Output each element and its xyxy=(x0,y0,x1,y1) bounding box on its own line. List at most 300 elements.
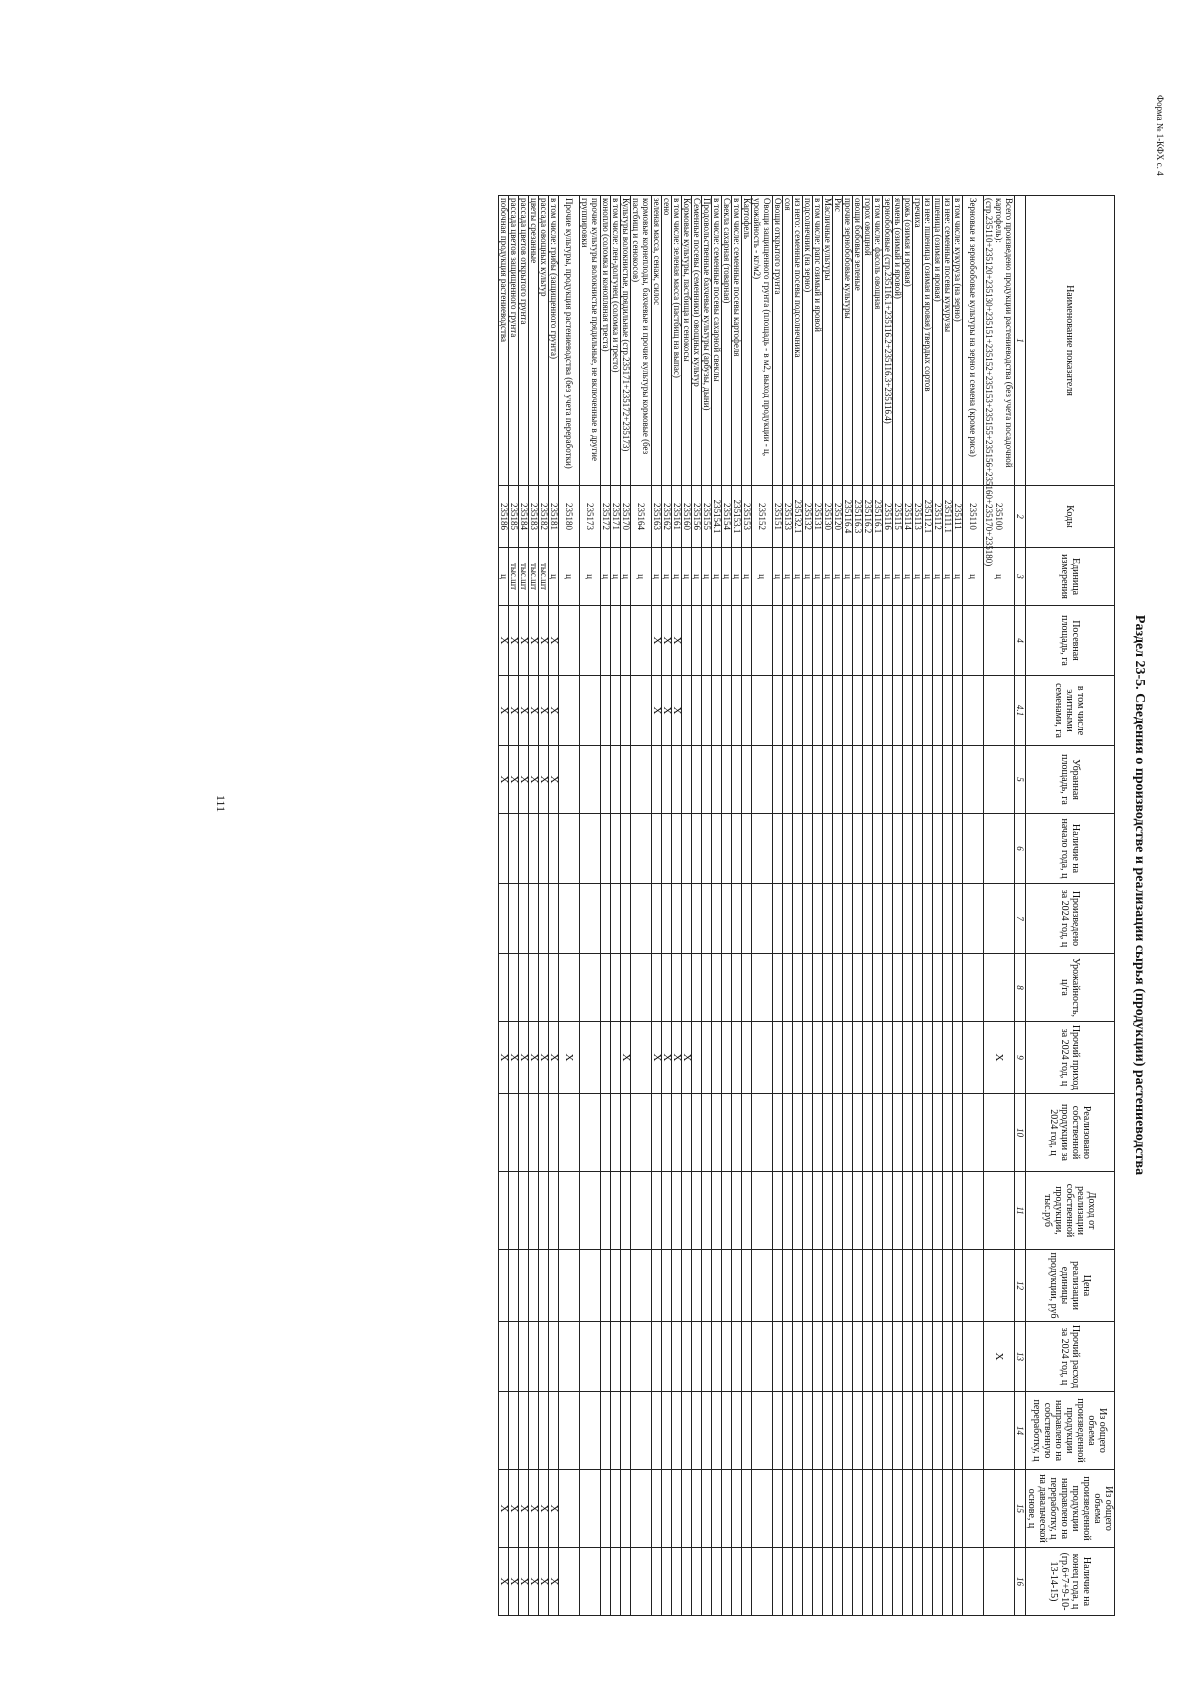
row-name: Кормовые культуры, пастбища и сенокосы xyxy=(682,196,692,486)
row-name: зеленая масса, сенаж, силос xyxy=(652,196,662,486)
row-code: 235160 xyxy=(682,486,692,548)
data-cell xyxy=(913,1392,923,1470)
row-name: Культуры волокнистые, прядильные (стр.235171+235172+235173) xyxy=(621,196,631,486)
data-cell: Х xyxy=(499,1470,509,1548)
column-number: 4.1 xyxy=(1015,676,1026,746)
data-cell xyxy=(913,1022,923,1094)
data-cell xyxy=(539,1250,549,1322)
data-cell xyxy=(963,1548,984,1616)
data-cell xyxy=(833,884,843,954)
data-cell xyxy=(499,884,509,954)
data-cell xyxy=(843,1094,853,1172)
data-cell xyxy=(903,1322,913,1392)
data-cell xyxy=(672,1548,682,1616)
row-name: зернобобовые (стр.235116.1+235116.2+235116.3+235116.4) xyxy=(883,196,893,486)
row-code: 235154 xyxy=(722,486,732,548)
row-code: 235116 xyxy=(883,486,893,548)
data-cell xyxy=(539,1322,549,1392)
data-cell xyxy=(692,1322,702,1392)
data-cell xyxy=(863,1392,873,1470)
data-cell xyxy=(752,954,773,1022)
data-cell: Х xyxy=(529,606,539,676)
table-row xyxy=(813,196,823,1616)
data-cell xyxy=(742,746,752,814)
data-cell xyxy=(913,1548,923,1616)
data-cell xyxy=(984,1548,1015,1616)
data-cell: Х xyxy=(519,1022,529,1094)
data-cell xyxy=(883,1172,893,1250)
row-code: 235116.4 xyxy=(843,486,853,548)
data-cell xyxy=(722,1470,732,1548)
data-cell xyxy=(672,1470,682,1548)
data-cell xyxy=(923,954,933,1022)
data-cell xyxy=(863,1548,873,1616)
row-unit: ц xyxy=(953,548,963,606)
data-cell xyxy=(712,746,722,814)
data-cell xyxy=(519,954,529,1022)
data-cell xyxy=(580,606,601,676)
data-cell xyxy=(652,884,662,954)
data-cell xyxy=(833,1470,843,1548)
row-unit: ц xyxy=(712,548,722,606)
data-cell xyxy=(903,1094,913,1172)
data-cell xyxy=(702,606,712,676)
data-cell xyxy=(823,746,833,814)
table-row xyxy=(773,196,783,1616)
data-cell xyxy=(773,954,783,1022)
data-cell xyxy=(672,1322,682,1392)
data-cell xyxy=(833,1392,843,1470)
data-cell xyxy=(953,1250,963,1322)
row-name: цветы срезанные xyxy=(529,196,539,486)
data-cell xyxy=(863,676,873,746)
data-cell: Х xyxy=(539,746,549,814)
data-cell xyxy=(783,814,793,884)
row-code: 235132.1 xyxy=(793,486,803,548)
table-row xyxy=(621,196,631,1616)
data-cell xyxy=(509,1250,519,1322)
data-cell xyxy=(873,1094,883,1172)
data-cell xyxy=(529,1094,539,1172)
data-cell xyxy=(722,884,732,954)
table-row xyxy=(933,196,943,1616)
row-unit: ц xyxy=(863,548,873,606)
data-cell xyxy=(601,1322,611,1392)
data-cell xyxy=(783,1022,793,1094)
table-row xyxy=(833,196,843,1616)
data-cell xyxy=(752,1548,773,1616)
table-row xyxy=(539,196,549,1616)
data-cell xyxy=(913,1322,923,1392)
data-cell xyxy=(953,884,963,954)
data-cell xyxy=(863,1250,873,1322)
data-cell xyxy=(853,1392,863,1470)
row-name: в том числе: семенные посевы сахарной свеклы xyxy=(712,196,722,486)
row-code: 235172 xyxy=(601,486,611,548)
row-unit: ц xyxy=(499,548,509,606)
column-header: Наличие на начало года, ц xyxy=(1026,814,1115,884)
row-code: 235185 xyxy=(509,486,519,548)
data-cell xyxy=(933,606,943,676)
data-cell xyxy=(529,884,539,954)
data-cell xyxy=(529,814,539,884)
data-cell xyxy=(953,954,963,1022)
row-name: Продовольственные бахчевые культуры (арбузы, дыни) xyxy=(702,196,712,486)
row-name: Прочие культуры, продукция растениеводства (без учета переработки) xyxy=(559,196,580,486)
data-cell xyxy=(903,1392,913,1470)
data-cell: Х xyxy=(509,1548,519,1616)
data-cell xyxy=(752,884,773,954)
data-cell: Х xyxy=(499,1022,509,1094)
data-cell xyxy=(893,1172,903,1250)
data-cell xyxy=(893,1094,903,1172)
data-cell xyxy=(672,954,682,1022)
row-name: в том числе: семенные посевы картофеля xyxy=(732,196,742,486)
data-cell xyxy=(519,1172,529,1250)
data-cell xyxy=(539,1094,549,1172)
column-header: Наименование показателя xyxy=(1026,196,1115,486)
data-cell xyxy=(611,1022,621,1094)
data-cell xyxy=(732,1172,742,1250)
data-cell: Х xyxy=(539,1548,549,1616)
data-cell xyxy=(601,1250,611,1322)
data-cell: Х xyxy=(509,1470,519,1548)
data-cell xyxy=(813,1470,823,1548)
data-cell xyxy=(873,1322,883,1392)
data-cell: Х xyxy=(539,1022,549,1094)
data-cell xyxy=(611,606,621,676)
column-header: Произведено за 2024 год, ц xyxy=(1026,884,1115,954)
data-cell xyxy=(984,814,1015,884)
data-cell xyxy=(943,954,953,1022)
data-cell xyxy=(621,606,631,676)
data-cell xyxy=(682,1250,692,1322)
data-cell xyxy=(682,746,692,814)
row-code: 235153.1 xyxy=(732,486,742,548)
data-cell xyxy=(943,1548,953,1616)
data-cell xyxy=(712,814,722,884)
row-unit: ц xyxy=(732,548,742,606)
data-cell xyxy=(682,884,692,954)
data-cell xyxy=(943,1022,953,1094)
section-title: Раздел 23-5. Сведения о производстве и реализации сырья (продукции) растениеводства xyxy=(1132,614,1147,1176)
data-cell xyxy=(783,954,793,1022)
data-cell xyxy=(692,1470,702,1548)
data-cell xyxy=(742,676,752,746)
data-cell xyxy=(702,676,712,746)
data-cell xyxy=(662,1250,672,1322)
data-cell xyxy=(621,1548,631,1616)
row-name: овощи бобовые зеленые xyxy=(853,196,863,486)
data-cell xyxy=(702,954,712,1022)
data-cell xyxy=(662,884,672,954)
data-cell xyxy=(732,1094,742,1172)
data-cell xyxy=(580,1392,601,1470)
data-cell xyxy=(893,746,903,814)
table-row xyxy=(631,196,652,1616)
row-unit: ц xyxy=(631,548,652,606)
data-cell xyxy=(559,1470,580,1548)
data-cell xyxy=(913,954,923,1022)
data-cell xyxy=(519,1322,529,1392)
row-name: Масличные культуры xyxy=(823,196,833,486)
data-cell xyxy=(559,1548,580,1616)
data-cell xyxy=(903,1470,913,1548)
row-unit: ц xyxy=(943,548,953,606)
data-cell xyxy=(712,1022,722,1094)
data-cell xyxy=(722,1022,732,1094)
data-cell xyxy=(773,814,783,884)
data-cell: Х xyxy=(672,606,682,676)
data-cell xyxy=(601,676,611,746)
data-cell xyxy=(773,1322,783,1392)
data-cell xyxy=(580,1250,601,1322)
column-number: 13 xyxy=(1015,1322,1026,1392)
data-cell xyxy=(813,814,823,884)
data-cell xyxy=(580,884,601,954)
data-cell xyxy=(913,1094,923,1172)
data-cell xyxy=(893,676,903,746)
data-cell xyxy=(843,1250,853,1322)
data-cell xyxy=(559,606,580,676)
data-cell xyxy=(601,1392,611,1470)
data-cell xyxy=(963,746,984,814)
data-cell: Х xyxy=(509,676,519,746)
column-header: Цена реализации единицы продукции, руб xyxy=(1026,1250,1115,1322)
data-cell: Х xyxy=(682,1022,692,1094)
data-cell xyxy=(549,1094,559,1172)
data-cell xyxy=(823,884,833,954)
data-cell xyxy=(843,1548,853,1616)
data-cell xyxy=(652,1322,662,1392)
column-header: Посевная площадь, га xyxy=(1026,606,1115,676)
row-unit: ц xyxy=(833,548,843,606)
data-cell xyxy=(702,1548,712,1616)
data-cell xyxy=(631,814,652,884)
data-cell xyxy=(580,1022,601,1094)
data-cell xyxy=(631,1470,652,1548)
data-cell: Х xyxy=(984,1022,1015,1094)
data-cell xyxy=(702,1022,712,1094)
data-cell xyxy=(783,1094,793,1172)
data-cell xyxy=(883,1022,893,1094)
row-unit: ц xyxy=(813,548,823,606)
row-code: 235154.1 xyxy=(712,486,722,548)
data-cell xyxy=(813,1392,823,1470)
data-cell xyxy=(549,1172,559,1250)
data-cell xyxy=(742,1322,752,1392)
data-cell xyxy=(783,1470,793,1548)
data-cell xyxy=(883,1392,893,1470)
data-cell xyxy=(499,1172,509,1250)
data-cell xyxy=(752,814,773,884)
data-cell xyxy=(682,676,692,746)
data-cell xyxy=(601,1470,611,1548)
row-code: 235182 xyxy=(539,486,549,548)
table-row xyxy=(873,196,883,1616)
data-cell xyxy=(843,814,853,884)
row-name: Рис xyxy=(833,196,843,486)
data-cell xyxy=(963,1322,984,1392)
column-number: 9 xyxy=(1015,1022,1026,1094)
data-cell xyxy=(601,746,611,814)
data-cell xyxy=(984,1172,1015,1250)
data-cell xyxy=(732,1548,742,1616)
data-cell xyxy=(984,1470,1015,1548)
data-cell xyxy=(833,1094,843,1172)
data-cell xyxy=(712,1250,722,1322)
data-cell xyxy=(863,814,873,884)
data-cell xyxy=(903,1250,913,1322)
data-cell xyxy=(883,814,893,884)
data-cell xyxy=(732,1392,742,1470)
column-header: Реализовано собственной продукции за 2024 год, ц xyxy=(1026,1094,1115,1172)
data-cell xyxy=(742,1548,752,1616)
data-cell xyxy=(793,1470,803,1548)
data-cell xyxy=(803,1022,813,1094)
data-cell xyxy=(692,814,702,884)
data-cell xyxy=(682,954,692,1022)
data-cell xyxy=(863,1470,873,1548)
row-code: 235115 xyxy=(893,486,903,548)
data-cell: Х xyxy=(499,606,509,676)
data-cell xyxy=(712,884,722,954)
table-row xyxy=(722,196,732,1616)
row-unit: ц xyxy=(559,548,580,606)
data-cell xyxy=(601,954,611,1022)
data-cell xyxy=(933,1548,943,1616)
row-name: Картофель xyxy=(742,196,752,486)
column-header: Наличие на конец года, ц (гр.6+7+9-10-13-14-15) xyxy=(1026,1548,1115,1616)
data-cell xyxy=(549,1322,559,1392)
data-cell xyxy=(692,606,702,676)
data-cell: Х xyxy=(529,746,539,814)
data-cell xyxy=(863,954,873,1022)
table-row xyxy=(611,196,621,1616)
data-cell xyxy=(903,746,913,814)
data-cell xyxy=(923,814,933,884)
row-code: 235153 xyxy=(742,486,752,548)
row-name: рассада цветов защищенного грунта xyxy=(509,196,519,486)
data-cell xyxy=(652,1392,662,1470)
data-cell xyxy=(803,606,813,676)
data-cell xyxy=(883,676,893,746)
data-cell: Х xyxy=(559,1022,580,1094)
data-cell xyxy=(803,746,813,814)
data-cell xyxy=(631,1548,652,1616)
data-cell xyxy=(539,884,549,954)
data-cell xyxy=(933,954,943,1022)
row-unit: ц xyxy=(803,548,813,606)
data-cell: Х xyxy=(499,1548,509,1616)
data-cell xyxy=(793,606,803,676)
data-cell xyxy=(692,1250,702,1322)
data-cell xyxy=(953,1392,963,1470)
row-name: сено xyxy=(662,196,672,486)
data-cell xyxy=(853,1022,863,1094)
row-name: Свекла сахарная (товарная) xyxy=(722,196,732,486)
column-header: Коды xyxy=(1026,486,1115,548)
row-code: 235164 xyxy=(631,486,652,548)
data-cell xyxy=(499,1322,509,1392)
data-cell xyxy=(833,1172,843,1250)
data-cell: Х xyxy=(539,676,549,746)
row-code: 235113 xyxy=(913,486,923,548)
data-cell xyxy=(803,676,813,746)
data-cell xyxy=(662,814,672,884)
data-cell xyxy=(793,954,803,1022)
data-cell xyxy=(933,676,943,746)
table-row xyxy=(903,196,913,1616)
row-name: из нее: семенные посевы кукурузы xyxy=(943,196,953,486)
data-cell xyxy=(833,1250,843,1322)
row-code: 235170 xyxy=(621,486,631,548)
data-cell xyxy=(863,1322,873,1392)
table-row xyxy=(893,196,903,1616)
data-cell xyxy=(519,1250,529,1322)
table-row xyxy=(672,196,682,1616)
data-cell xyxy=(652,954,662,1022)
data-cell xyxy=(601,1094,611,1172)
data-cell xyxy=(559,746,580,814)
data-cell xyxy=(529,1322,539,1392)
data-cell xyxy=(752,1094,773,1172)
data-cell: Х xyxy=(662,676,672,746)
data-cell xyxy=(539,1392,549,1470)
data-cell xyxy=(813,1322,823,1392)
row-unit: ц xyxy=(692,548,702,606)
data-cell xyxy=(803,1322,813,1392)
data-cell xyxy=(742,1250,752,1322)
data-cell xyxy=(672,1172,682,1250)
data-cell xyxy=(621,1470,631,1548)
data-cell xyxy=(963,884,984,954)
data-cell: Х xyxy=(672,676,682,746)
column-number: 11 xyxy=(1015,1172,1026,1250)
data-cell xyxy=(580,676,601,746)
row-name: Семенные посевы (семенники) овощных культур xyxy=(692,196,702,486)
production-table xyxy=(498,195,1115,1616)
data-cell xyxy=(853,606,863,676)
data-cell xyxy=(843,954,853,1022)
data-cell xyxy=(903,1022,913,1094)
table-row xyxy=(883,196,893,1616)
data-cell xyxy=(611,1322,621,1392)
data-cell xyxy=(783,1548,793,1616)
data-cell xyxy=(984,884,1015,954)
table-row xyxy=(580,196,601,1616)
row-name: в том числе: грибы (защищенного грунта) xyxy=(549,196,559,486)
data-cell xyxy=(823,1172,833,1250)
data-cell xyxy=(712,606,722,676)
data-cell xyxy=(984,1094,1015,1172)
column-header: Из общего объема произведенной продукции направлено на собственную переработку, ц xyxy=(1026,1392,1115,1470)
data-cell xyxy=(843,1022,853,1094)
row-unit: ц xyxy=(662,548,672,606)
data-cell xyxy=(509,954,519,1022)
data-cell xyxy=(752,746,773,814)
data-cell xyxy=(963,1022,984,1094)
row-unit: ц xyxy=(793,548,803,606)
data-cell xyxy=(601,1548,611,1616)
column-header: Урожайность, ц/га xyxy=(1026,954,1115,1022)
row-name: Зерновые и зернобобовые культуры на зерно и семена (кроме риса) xyxy=(963,196,984,486)
data-cell xyxy=(984,954,1015,1022)
data-cell xyxy=(803,1548,813,1616)
data-cell xyxy=(712,1470,722,1548)
data-cell xyxy=(863,1172,873,1250)
row-name: Овощи защищенного грунта (площадь - в м2, выход продукции - ц, урожайность - кг/м2) xyxy=(752,196,773,486)
